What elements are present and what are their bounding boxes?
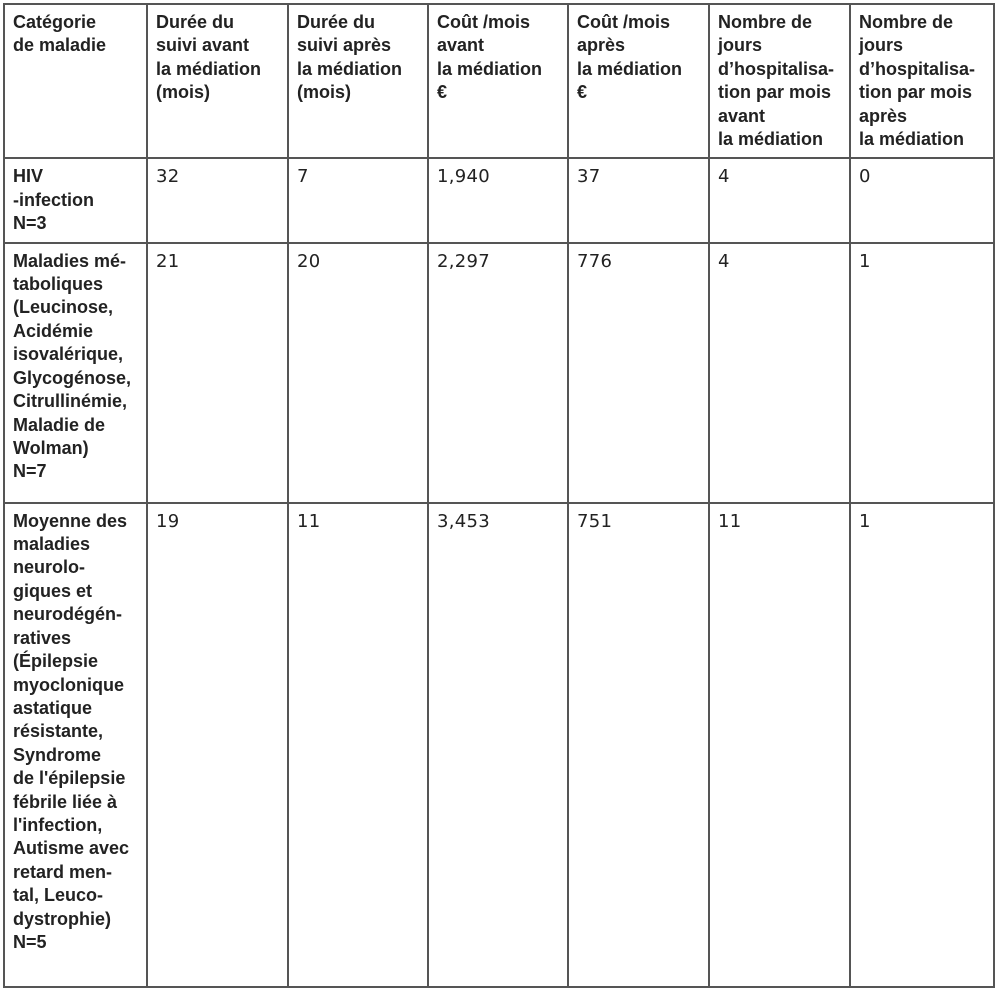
table-row — [4, 158, 994, 242]
header-category: Catégorie de maladie — [4, 4, 147, 158]
cell-hospital-days-after: 1 — [850, 243, 994, 503]
cell-cost-after: 751 — [568, 503, 709, 987]
cell-duration-after: 11 — [288, 503, 428, 987]
header-cost-before: Coût /mois avant la médiation € — [428, 4, 568, 158]
header-cost-after: Coût /mois après la médiation € — [568, 4, 709, 158]
table-row — [4, 503, 994, 987]
header-row — [4, 4, 994, 158]
header-hospital-days-after: Nombre de jours d’hospitalisa- tion par mois après la médiation — [850, 4, 994, 158]
data-table-container — [3, 3, 993, 988]
header-duration-before: Durée du suivi avant la médiation (mois) — [147, 4, 288, 158]
cell-cost-before: 1,940 — [428, 158, 568, 242]
cell-duration-before: 32 — [147, 158, 288, 242]
row-category: HIV -infection N=3 — [4, 158, 147, 242]
cell-duration-before: 21 — [147, 243, 288, 503]
cell-duration-after: 20 — [288, 243, 428, 503]
cell-duration-after: 7 — [288, 158, 428, 242]
cell-hospital-days-before: 4 — [709, 158, 850, 242]
cell-cost-after: 776 — [568, 243, 709, 503]
cell-cost-after: 37 — [568, 158, 709, 242]
cell-duration-before: 19 — [147, 503, 288, 987]
cell-hospital-days-after: 0 — [850, 158, 994, 242]
row-category: Maladies mé- taboliques (Leucinose, Acidémie isovalérique, Glycogénose, Citrullinémie, Maladie de Wolman) N=7 — [4, 243, 147, 503]
cell-cost-before: 2,297 — [428, 243, 568, 503]
data-table — [3, 3, 995, 988]
cell-hospital-days-before: 11 — [709, 503, 850, 987]
header-hospital-days-before: Nombre de jours d’hospitalisa- tion par mois avant la médiation — [709, 4, 850, 158]
cell-cost-before: 3,453 — [428, 503, 568, 987]
cell-hospital-days-before: 4 — [709, 243, 850, 503]
cell-hospital-days-after: 1 — [850, 503, 994, 987]
table-row — [4, 243, 994, 503]
row-category: Moyenne des maladies neurolo- giques et neurodégén- ratives (Épilepsie myoclonique astatique résistante, Syndrome de l'épilepsie fébrile liée à l'infection, Autisme avec retard men- tal, Leuco- dystrophie) N=5 — [4, 503, 147, 987]
header-duration-after: Durée du suivi après la médiation (mois) — [288, 4, 428, 158]
